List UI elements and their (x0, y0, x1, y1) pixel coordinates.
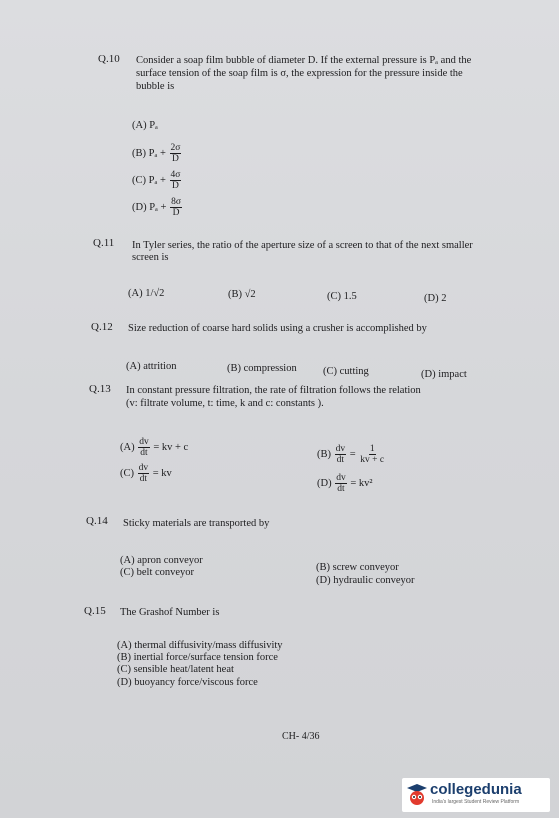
option-a: (A) Pₐ (132, 120, 158, 131)
question-number: Q.11 (93, 237, 115, 249)
question-number: Q.12 (91, 321, 113, 333)
question-text: screen is (132, 252, 169, 263)
question-number: Q.10 (98, 53, 120, 65)
option-c (120, 463, 172, 484)
option-label: (B) Pₐ + (132, 147, 166, 159)
option-b: (B) compression (227, 363, 297, 374)
fraction: $\frac{dv}{dt}$ (335, 444, 346, 465)
option-a: (A) thermal diffusivity/mass diffusivity (117, 640, 283, 651)
option-label: (A) (120, 441, 135, 453)
option-a (120, 437, 188, 458)
fraction: $\frac{4\sigma}{D}$ (170, 170, 181, 191)
option-d (132, 197, 183, 218)
question-text: In constant pressure filtration, the rate of filtration follows the relation (126, 385, 421, 396)
question-text: Sticky materials are transported by (123, 518, 270, 529)
page-footer-code: CH- 4/36 (282, 731, 320, 742)
question-text: The Grashof Number is (120, 607, 220, 618)
equation-rhs: = kv (152, 467, 172, 479)
question-text: (v: filtrate volume, t: time, k and c: constants ). (126, 398, 324, 409)
option-b: (B) inertial force/surface tension force (117, 652, 278, 663)
fraction: $\frac{8\sigma}{D}$ (171, 197, 181, 218)
fraction: $\frac{dv}{dt}$ (336, 473, 346, 494)
option-b: (B) $\frac{dv}{dt}$ = $\frac{1}{kv + c}$ (317, 444, 385, 465)
brand-tagline: India's largest Student Review Platform (432, 799, 520, 805)
question-text: surface tension of the soap film is σ, the expression for the pressure inside the (136, 68, 463, 79)
graduate-owl-icon (407, 784, 427, 811)
question-number: Q.13 (89, 383, 111, 395)
option-d: (D) buoyancy force/viscous force (117, 677, 258, 688)
option-label: (D) Pₐ + (132, 201, 167, 213)
option-b: (B) screw conveyor (316, 562, 399, 573)
question-text: Consider a soap film bubble of diameter D. If the external pressure is Pₐ and the (136, 55, 472, 66)
option-d: (D) hydraulic conveyor (316, 575, 415, 586)
fraction: $\frac{1}{kv + c}$ (360, 444, 385, 465)
brand-name: collegedunia (430, 781, 522, 798)
option-b: (B) √2 (228, 289, 256, 300)
option-label: (C) Pₐ + (132, 174, 166, 186)
option-b (132, 143, 182, 164)
option-c: (C) sensible heat/latent heat (117, 664, 234, 675)
fraction: $\frac{dv}{dt}$ (139, 437, 149, 458)
option-d: (D) 2 (424, 293, 447, 304)
option-a: (A) attrition (126, 361, 177, 372)
option-a: (A) apron conveyor (120, 555, 203, 566)
option-label: (B) (317, 448, 331, 460)
fraction: $\frac{dv}{dt}$ (138, 463, 149, 484)
question-text: Size reduction of coarse hard solids using a crusher is accomplished by (128, 323, 427, 334)
collegedunia-watermark (402, 778, 550, 812)
option-c: (C) 1.5 (327, 291, 357, 302)
option-c (132, 170, 182, 191)
question-number: Q.14 (86, 515, 108, 527)
equation-rhs: = kv + c (153, 441, 189, 453)
option-label: (C) (120, 467, 134, 479)
option-c: (C) belt conveyor (120, 567, 195, 578)
question-text: In Tyler series, the ratio of the aperture size of a screen to that of the next smaller (132, 240, 473, 251)
fraction: $\frac{2\sigma}{D}$ (170, 143, 181, 164)
question-number: Q.15 (84, 605, 106, 617)
option-label: (D) (317, 477, 332, 489)
option-d (317, 473, 373, 494)
option-a: (A) 1/√2 (128, 288, 165, 299)
question-text: bubble is (136, 81, 175, 92)
option-d: (D) impact (421, 369, 467, 380)
option-c: (C) cutting (323, 366, 369, 377)
equation-rhs: = kv² (350, 477, 373, 489)
